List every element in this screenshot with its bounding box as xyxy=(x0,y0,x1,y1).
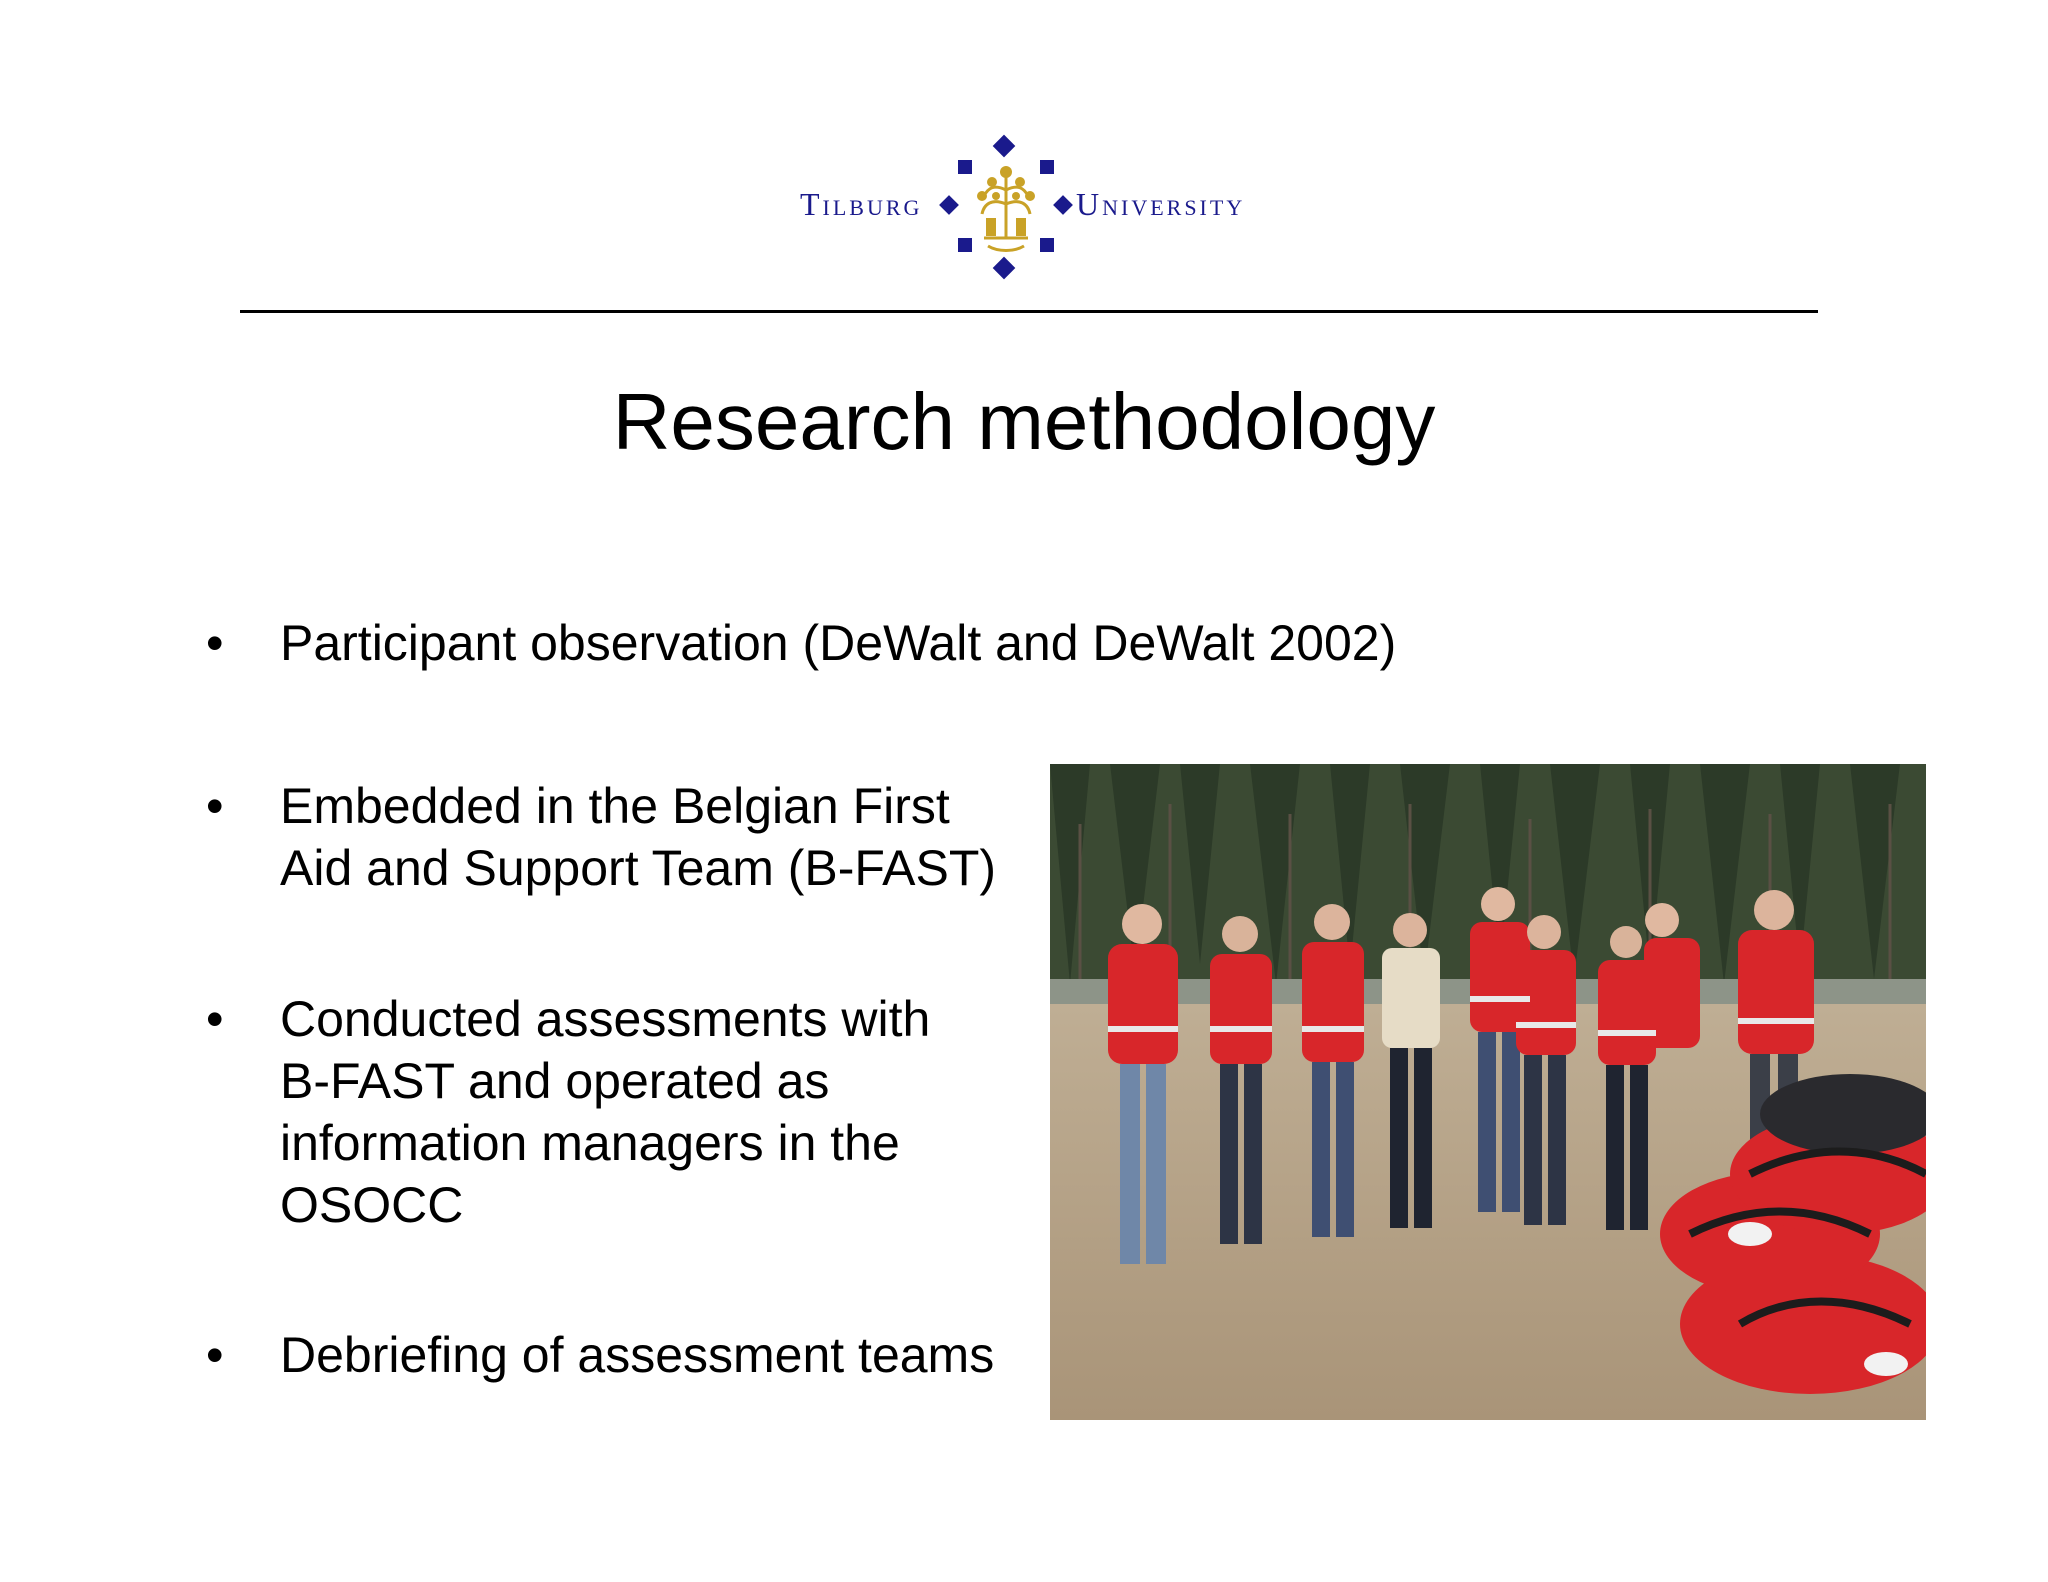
bullet-line: Participant observation (DeWalt and DeWalt 2002) xyxy=(280,615,1397,671)
bullet-line: Aid and Support Team (B-FAST) xyxy=(280,840,997,896)
bullet-line: Embedded in the Belgian First xyxy=(280,778,950,834)
logo-text-tilburg: Tilburg xyxy=(800,186,923,222)
slide-title: Research methodology xyxy=(612,377,1436,466)
tilburg-university-logo xyxy=(800,134,1260,280)
bullet-dot: • xyxy=(206,991,224,1047)
bullet-line: OSOCC xyxy=(280,1177,464,1233)
bullet-line: B-FAST and operated as xyxy=(280,1053,830,1109)
bullet-line: information managers in the xyxy=(280,1115,900,1171)
bullet-dot: • xyxy=(206,1327,224,1383)
team-photo-image xyxy=(1050,764,1926,1420)
team-photo-drawing xyxy=(1050,764,1926,1420)
tilburg-tree-emblem-icon xyxy=(936,134,1076,280)
bullet-line: Debriefing of assessment teams xyxy=(280,1327,995,1383)
bullet-line: Conducted assessments with xyxy=(280,991,931,1047)
logo-text-university: University xyxy=(1076,186,1246,222)
bullet-dot: • xyxy=(206,615,224,671)
bullet-dot: • xyxy=(206,778,224,834)
header-divider xyxy=(240,310,1818,313)
